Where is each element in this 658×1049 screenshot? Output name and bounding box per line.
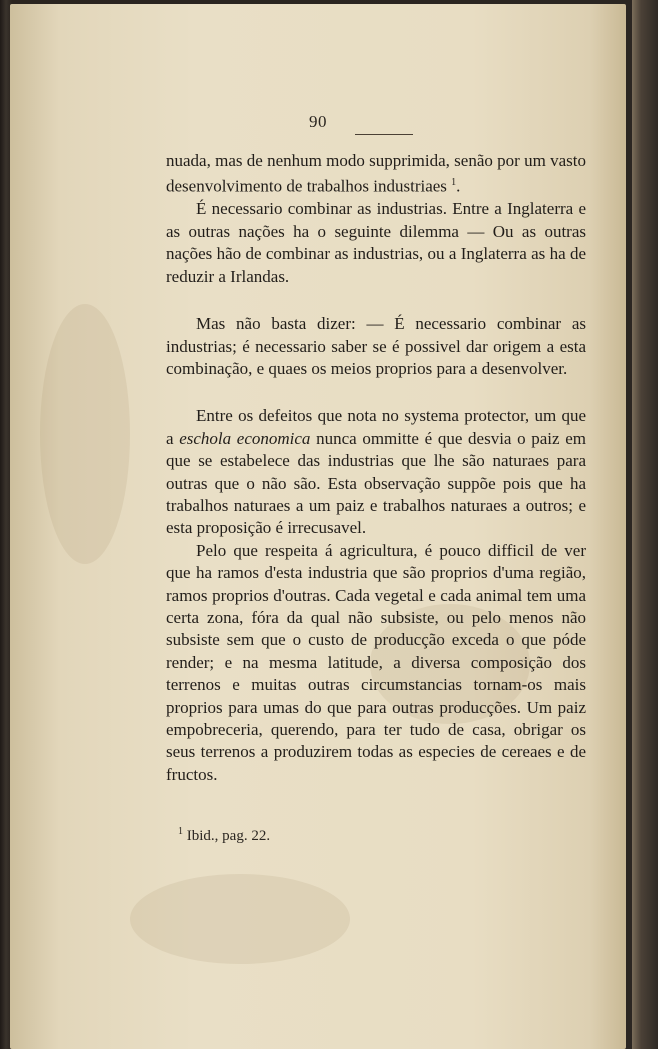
paragraph-text: nuada, mas de nenhum modo supprimida, senão por um vasto desenvolvimento de trabalhos industriaes [166,151,586,197]
paragraph: Mas não basta dizer: — É necessario combinar as industrias; é necessario saber se é possivel dar origem a esta combinação, e quaes os meios proprios para a desenvolver. [166,314,586,378]
body-text [166,150,586,786]
paragraph-text: nunca ommitte é que desvia o paiz em que se estabelece das industrias que lhe são naturaes para outras que o não são. Esta observação suppõe pois que ha trabalhos naturaes a um paiz e trabalhos naturaes a outros; e esta proposição é irrecusavel. [166,428,586,538]
page-number-rule [355,134,413,135]
footnote-reference: 1 [451,177,457,189]
page-number: 90 [309,112,327,131]
paragraph: Pelo que respeita á agricultura, é pouco difficil de ver que ha ramos d'esta industria que são proprios d'uma região, ramos proprios d'outras. Cada vegetal e cada animal tem uma certa zona, fóra da qual não subsiste, ou pelo menos não subsiste sem que o custo de producção exceda o que póde render; e na mesma latitude, a diversa composição dos terrenos e muitas outras circumstancias tornam-os mais proprios para umas do que para outras producções. Um paiz empobreceria, querendo, para ter tudo de casa, obrigar os seus terrenos a produzirem todas as especies de cereaes e de fructos. [166,540,586,784]
book-edge [632,0,658,1049]
paper-stain [130,874,350,964]
paragraph: É necessario combinar as industrias. Entre a Inglaterra e as outras nações ha o seguinte dilemma — Ou as outras nações hão de combinar as industrias, ou a Inglaterra as ha de reduzir a Irlandas. [166,199,586,286]
footnote-text: Ibid., pag. 22. [186,828,271,844]
italic-term: eschola economica [179,428,311,448]
paragraph [166,405,586,539]
paragraph-text: Entre os defeitos que nota no systema protector, um que a [166,406,586,448]
paragraph: nuada, mas de nenhum modo supprimida, senão por um vasto desenvolvimento de trabalhos industriaes $^1$. [166,151,586,197]
book-page [10,4,626,1049]
footnote [178,826,270,845]
footnote-marker: 1 [178,826,183,837]
paper-stain [40,304,130,564]
